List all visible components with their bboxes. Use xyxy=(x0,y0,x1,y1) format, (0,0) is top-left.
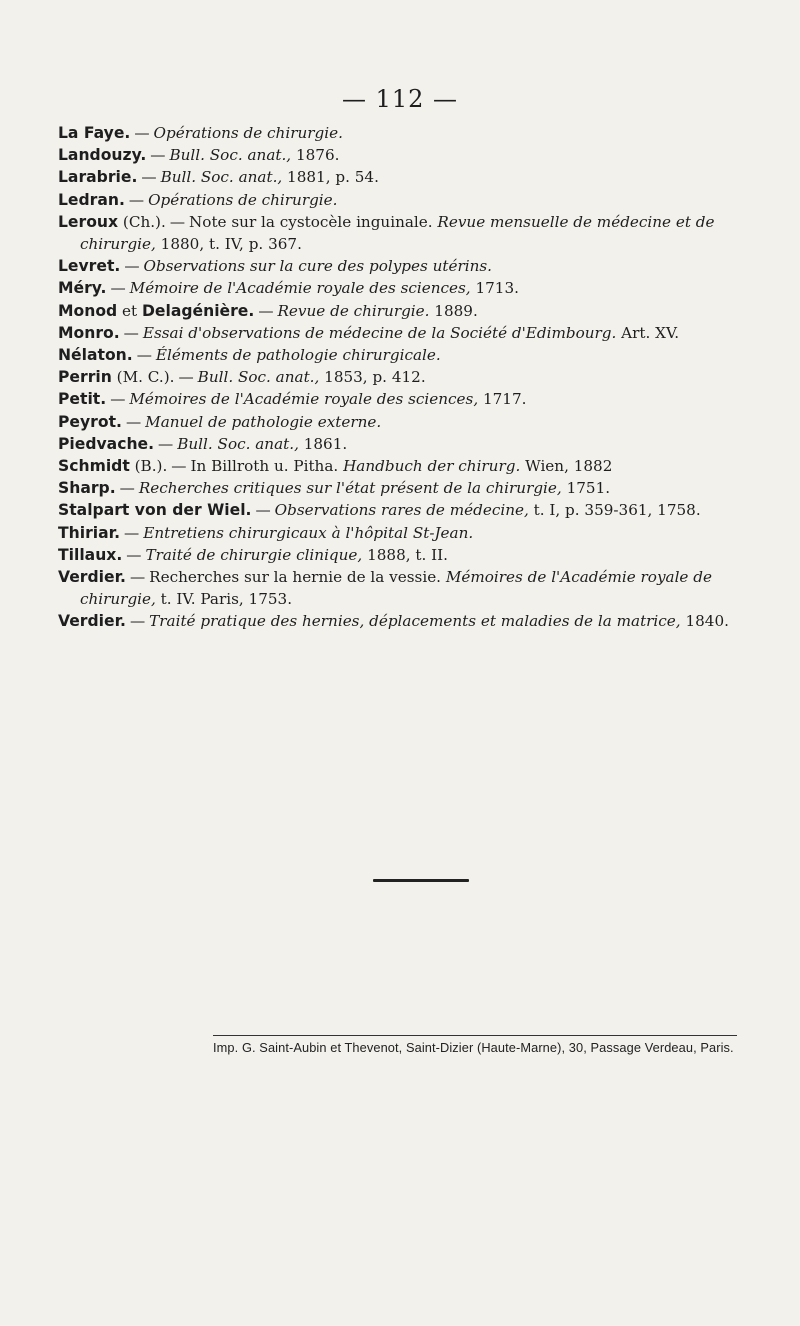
entry-separator: — xyxy=(134,124,150,142)
entry-author-second: Delagénière. xyxy=(141,301,255,320)
bibliography-entry xyxy=(58,122,734,144)
page-number: — 112 — xyxy=(341,85,459,113)
bibliography-entry xyxy=(58,411,734,433)
entry-author: Ledran. xyxy=(58,190,125,209)
entry-details: 1880, t. IV, p. 367. xyxy=(155,235,302,254)
entry-title: Revue de chirurgie. xyxy=(277,301,430,320)
entry-details: Art. XV. xyxy=(616,323,680,342)
entry-title: Bull. Soc. anat., xyxy=(197,368,320,387)
bibliography-entry xyxy=(58,211,734,255)
entry-details: Wien, 1882 xyxy=(520,457,613,476)
entry-title: Handbuch der chirurg. xyxy=(343,457,521,476)
entry-separator: — xyxy=(119,479,135,498)
entry-author: Monro. xyxy=(58,323,120,342)
entry-separator: — xyxy=(124,523,140,542)
entry-separator: — xyxy=(128,190,145,209)
entry-author: Thiriar. xyxy=(58,523,121,542)
entry-separator: — xyxy=(141,168,157,187)
entry-details: 1888, t. II. xyxy=(362,545,448,564)
entry-details: 1717. xyxy=(478,390,527,409)
entry-separator: — xyxy=(150,146,166,165)
entry-separator: — xyxy=(124,257,140,276)
entry-author: Sharp. xyxy=(58,479,116,498)
entry-author-initials: (B.). xyxy=(129,457,168,476)
entry-details: 1876. xyxy=(291,146,340,165)
entry-text: Note sur la cystocèle inguinale. xyxy=(189,212,438,231)
entry-title: Mémoire de l'Académie royale des sciences, xyxy=(129,279,471,298)
entry-title: Éléments de pathologie chirurgicale. xyxy=(155,346,441,365)
entry-separator: — xyxy=(125,412,142,431)
entry-separator: — xyxy=(110,390,126,409)
bibliography-entry xyxy=(58,166,734,188)
entry-author-conjunction: et xyxy=(117,301,142,320)
entry-separator: — xyxy=(129,568,146,587)
entry-separator: — xyxy=(110,279,126,298)
bibliography-entry xyxy=(58,544,734,566)
entry-title: Opérations de chirurgie. xyxy=(148,190,338,209)
bibliography-entry xyxy=(58,300,734,322)
bibliography-entry xyxy=(58,433,734,455)
entry-author: Stalpart von der Wiel. xyxy=(58,501,252,520)
entry-title: Mémoires de l'Académie royale de chirurgie, xyxy=(80,568,712,609)
entry-title: Essai d'observations de médecine de la Société d'Edimbourg. xyxy=(142,323,617,342)
entry-details: 1853, p. 412. xyxy=(319,368,426,387)
bibliography-list xyxy=(58,122,734,633)
bibliography-entry xyxy=(58,499,734,521)
entry-title: Observations sur la cure des polypes utérins. xyxy=(143,257,492,276)
entry-author: Levret. xyxy=(58,257,121,276)
entry-author: Tillaux. xyxy=(58,545,123,564)
bibliography-entry xyxy=(58,455,734,477)
entry-author-initials: (Ch.). xyxy=(118,212,166,231)
entry-separator: — xyxy=(126,545,142,564)
entry-title: Traité pratique des hernies, déplacements et maladies de la matrice, xyxy=(149,612,681,631)
entry-separator: — xyxy=(258,301,274,320)
bibliography-entry xyxy=(58,144,734,166)
entry-title: Bull. Soc. anat., xyxy=(169,146,292,165)
entry-details: 1713. xyxy=(470,279,519,298)
entry-title: Mémoires de l'Académie royale des sciences, xyxy=(129,390,479,409)
entry-separator: — xyxy=(123,323,139,342)
entry-title: Opérations de chirurgie. xyxy=(153,124,343,142)
entry-author: La Faye. xyxy=(58,124,131,142)
entry-author: Petit. xyxy=(58,390,107,409)
bibliography-entry xyxy=(58,344,734,366)
entry-author: Verdier. xyxy=(58,568,126,587)
entry-author: Larabrie. xyxy=(58,168,138,187)
entry-separator: — xyxy=(171,457,187,476)
entry-separator: — xyxy=(255,501,271,520)
entry-author: Nélaton. xyxy=(58,346,133,365)
entry-author: Landouzy. xyxy=(58,146,147,165)
entry-title: Observations rares de médecine, xyxy=(274,501,529,520)
entry-author: Monod xyxy=(58,301,118,320)
entry-separator: — xyxy=(129,612,146,631)
entry-author: Piedvache. xyxy=(58,434,155,453)
bibliography-entry xyxy=(58,255,734,277)
entry-author-initials: (M. C.). xyxy=(111,368,175,387)
entry-text: In Billroth u. Pitha. xyxy=(190,457,344,476)
bibliography-entry xyxy=(58,477,734,499)
entry-details: 1840. xyxy=(680,612,729,631)
entry-title: Revue mensuelle de médecine et de chirurgie, xyxy=(80,212,715,254)
bibliography-entry xyxy=(58,277,734,299)
entry-author: Schmidt xyxy=(58,457,130,476)
bibliography-entry xyxy=(58,366,734,388)
entry-title: Manuel de pathologie externe. xyxy=(145,412,382,431)
entry-separator: — xyxy=(178,368,194,387)
entry-title: Bull. Soc. anat., xyxy=(160,168,283,187)
entry-title: Bull. Soc. anat., xyxy=(177,434,299,453)
entry-separator: — xyxy=(136,346,152,365)
end-divider xyxy=(373,879,469,882)
printer-imprint: Imp. G. Saint-Aubin et Thevenot, Saint-Dizier (Haute-Marne), 30, Passage Verdeau, Paris. xyxy=(213,1035,737,1057)
entry-author: Leroux xyxy=(58,212,119,231)
entry-title: Recherches critiques sur l'état présent de la chirurgie, xyxy=(138,479,562,498)
entry-details: 1861. xyxy=(298,434,348,453)
entry-details: t. I, p. 359-361, 1758. xyxy=(528,501,701,520)
entry-details: 1751. xyxy=(561,479,611,498)
bibliography-entry xyxy=(58,388,734,410)
entry-author: Verdier. xyxy=(58,612,126,631)
entry-title: Entretiens chirurgicaux à l'hôpital St-Jean. xyxy=(143,523,474,542)
entry-author: Peyrot. xyxy=(58,412,122,431)
bibliography-entry xyxy=(58,566,734,610)
bibliography-entry xyxy=(58,610,734,632)
entry-separator: — xyxy=(158,434,174,453)
entry-author: Méry. xyxy=(58,279,107,298)
entry-title: Traité de chirurgie clinique, xyxy=(145,545,363,564)
entry-text: Recherches sur la hernie de la vessie. xyxy=(149,568,446,587)
entry-details: 1889. xyxy=(429,301,478,320)
entry-author: Perrin xyxy=(58,368,112,387)
bibliography-entry xyxy=(58,189,734,211)
entry-details: 1881, p. 54. xyxy=(282,168,379,187)
entry-separator: — xyxy=(169,212,186,231)
bibliography-entry xyxy=(58,522,734,544)
bibliography-entry xyxy=(58,322,734,344)
entry-details: t. IV. Paris, 1753. xyxy=(155,590,293,609)
